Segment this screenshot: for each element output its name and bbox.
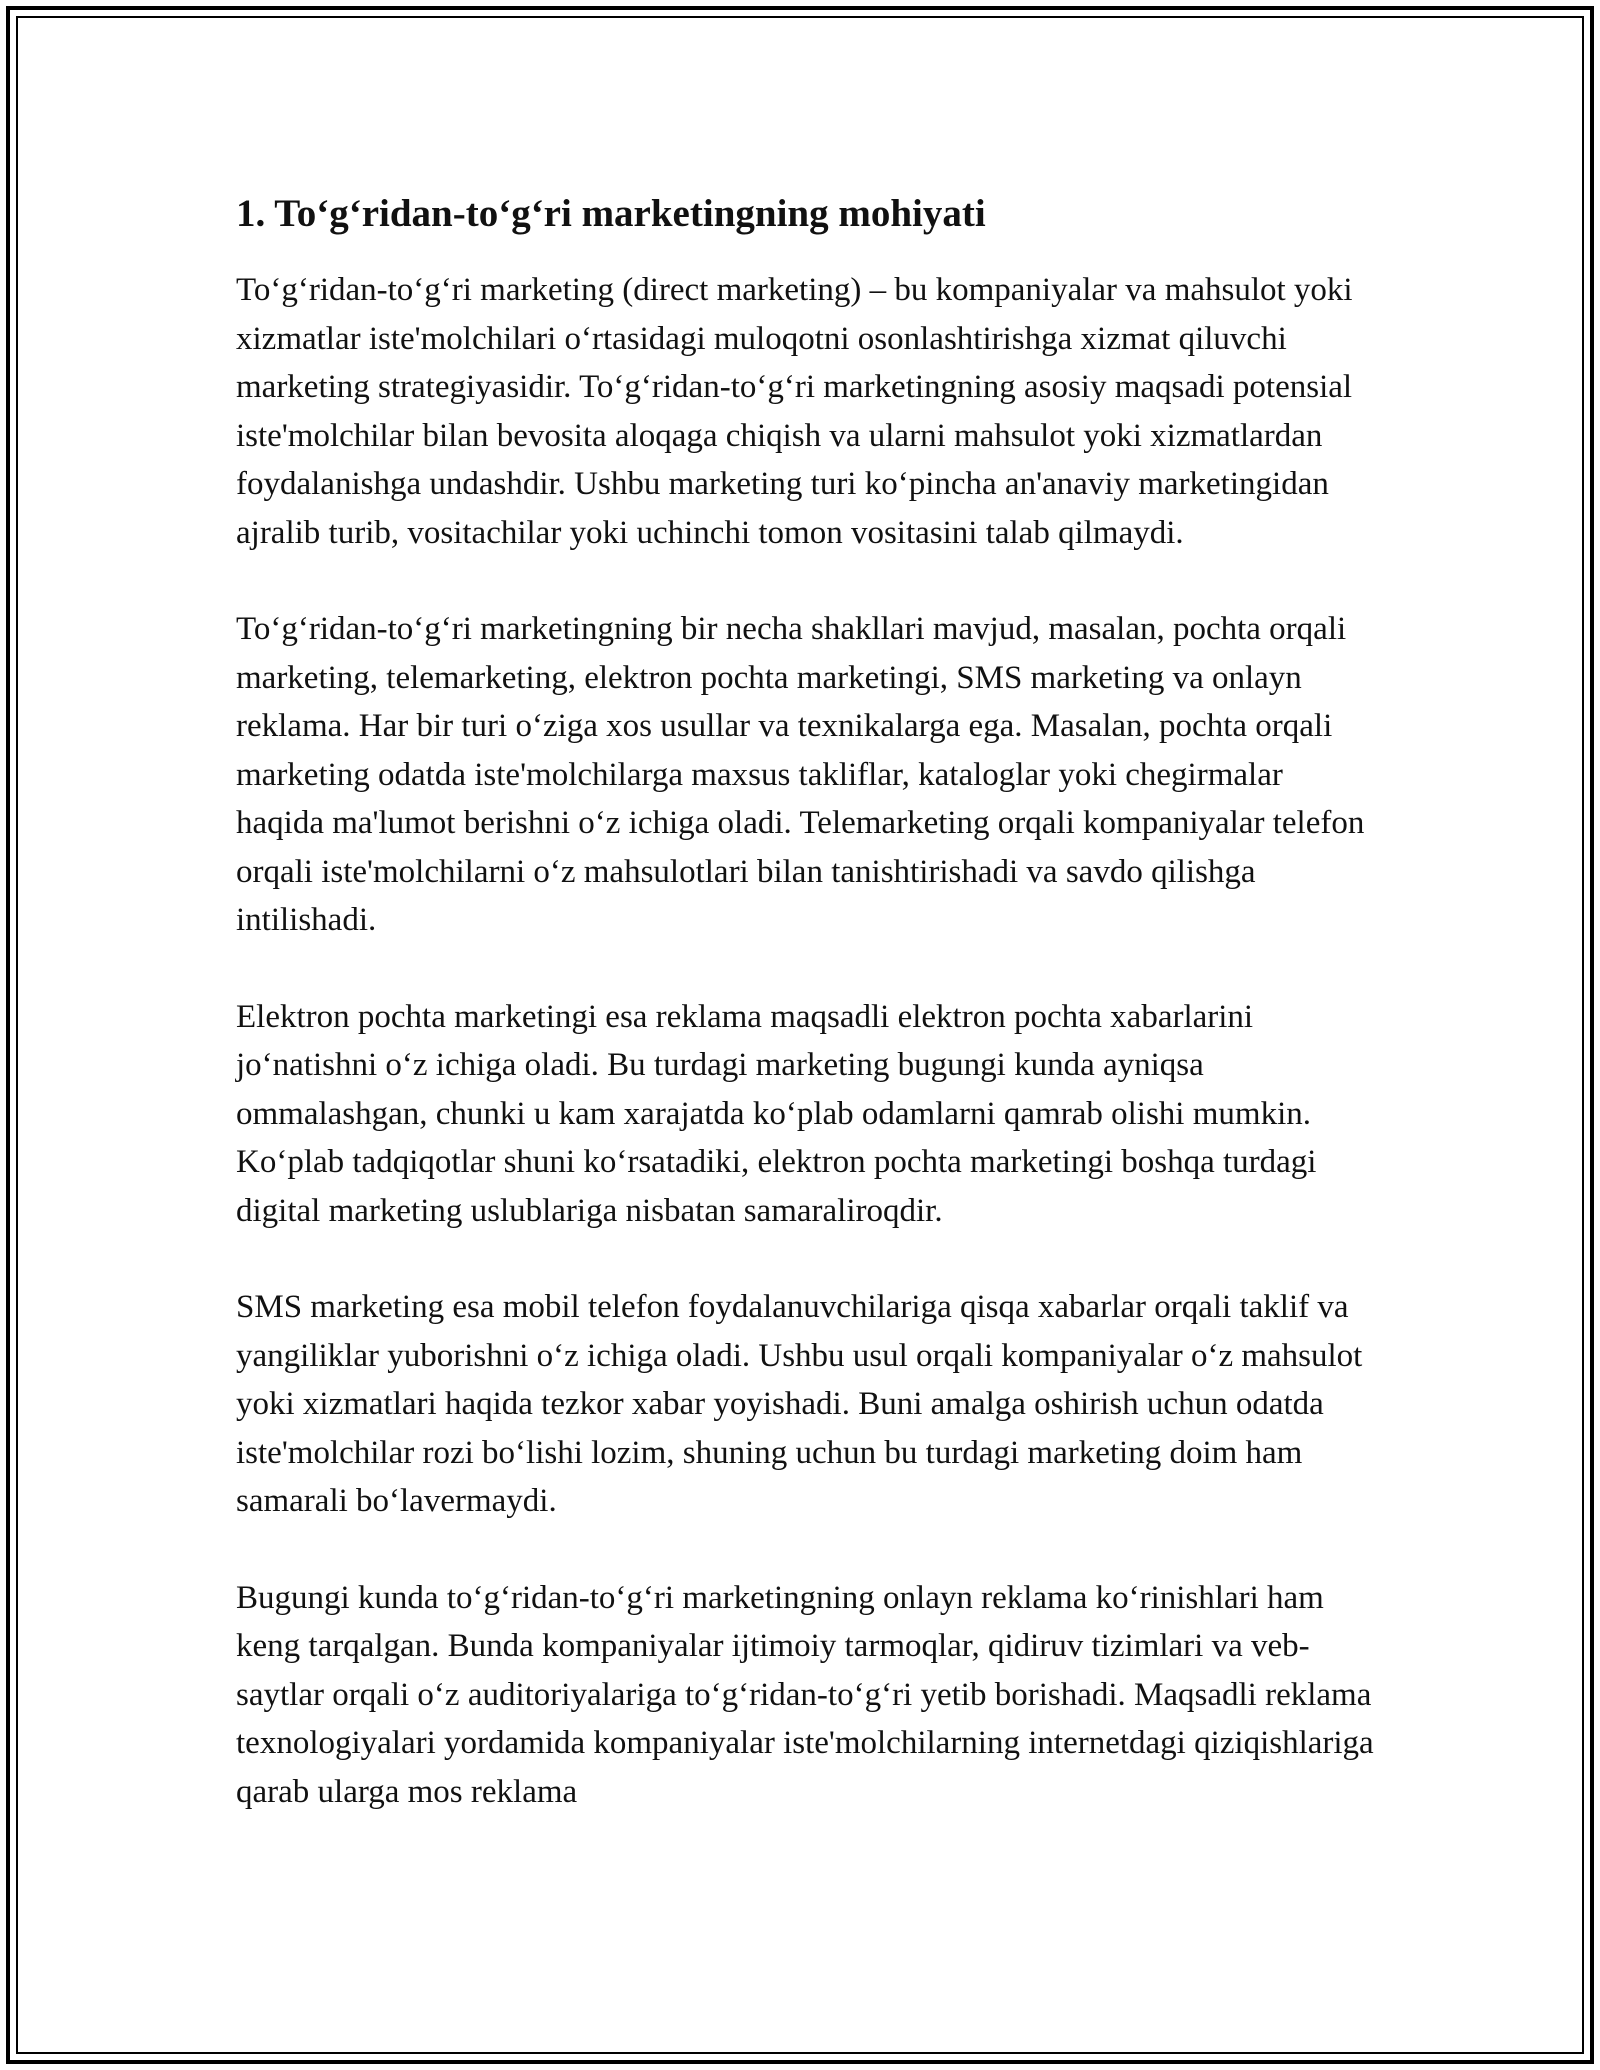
paragraph-email-marketing: Elektron pochta marketingi esa reklama maqsadli elektron pochta xabarlarini jo‘natishni o‘z ichiga oladi. Bu turdagi marketing bugungi kunda ayniqsa ommalashgan, chunki u kam xarajatda ko‘plab odamlarni qamrab olishi mumkin. Ko‘plab tadqiqotlar shuni ko‘rsatadiki, elektron pochta marketingi boshqa turdagi digital marketing uslublariga nisbatan samaraliroqdir. bbox=[236, 998, 1317, 1229]
document-body bbox=[236, 188, 1376, 1864]
paragraph-definition: To‘g‘ridan-to‘g‘ri marketing (direct marketing) – bu kompaniyalar va mahsulot yoki xizmatlar iste'molchilari o‘rtasidagi muloqotni osonlashtirishga xizmat qiluvchi marketing strategiyasidir. To‘g‘ridan-to‘g‘ri marketingning asosiy maqsadi potensial iste'molchilar bilan bevosita aloqaga chiqish va ularni mahsulot yoki xizmatlardan foydalanishga undashdir. Ushbu marketing turi ko‘pincha an'anaviy marketingidan ajralib turib, vositachilar yoki uchinchi tomon vositasini talab qilmaydi. bbox=[236, 272, 1353, 551]
paragraph-forms: To‘g‘ridan-to‘g‘ri marketingning bir necha shakllari mavjud, masalan, pochta orqali marketing, telemarketing, elektron pochta marketingi, SMS marketing va onlayn reklama. Har bir turi o‘ziga xos usullar va texnikalarga ega. Masalan, pochta orqali marketing odatda iste'molchilarga maxsus takliflar, kataloglar yoki chegirmalar haqida ma'lumot berishni o‘z ichiga oladi. Telemarketing orqali kompaniyalar telefon orqali iste'molchilarni o‘z mahsulotlari bilan tanishtirishadi va savdo qilishga intilishadi. bbox=[236, 611, 1365, 938]
paragraph-sms-marketing: SMS marketing esa mobil telefon foydalanuvchilariga qisqa xabarlar orqali taklif va yangiliklar yuborishni o‘z ichiga oladi. Ushbu usul orqali kompaniyalar o‘z mahsulot yoki xizmatlari haqida tezkor xabar yoyishadi. Buni amalga oshirish uchun odatda iste'molchilar rozi bo‘lishi lozim, shuning uchun bu turdagi marketing doim ham samarali bo‘lavermaydi. bbox=[236, 1289, 1363, 1519]
section-heading: 1. To‘g‘ridan-to‘g‘ri marketingning mohiyati bbox=[236, 192, 986, 235]
paragraph-online-advertising: Bugungi kunda to‘g‘ridan-to‘g‘ri marketingning onlayn reklama ko‘rinishlari ham keng tarqalgan. Bunda kompaniyalar ijtimoiy tarmoqlar, qidiruv tizimlari va veb-saytlar orqali o‘z auditoriyalariga to‘g‘ridan-to‘g‘ri yetib borishadi. Maqsadli reklama texnologiyalari yordamida kompaniyalar iste'molchilarning internetdagi qiziqishlariga qarab ularga mos reklama bbox=[236, 1579, 1374, 1810]
